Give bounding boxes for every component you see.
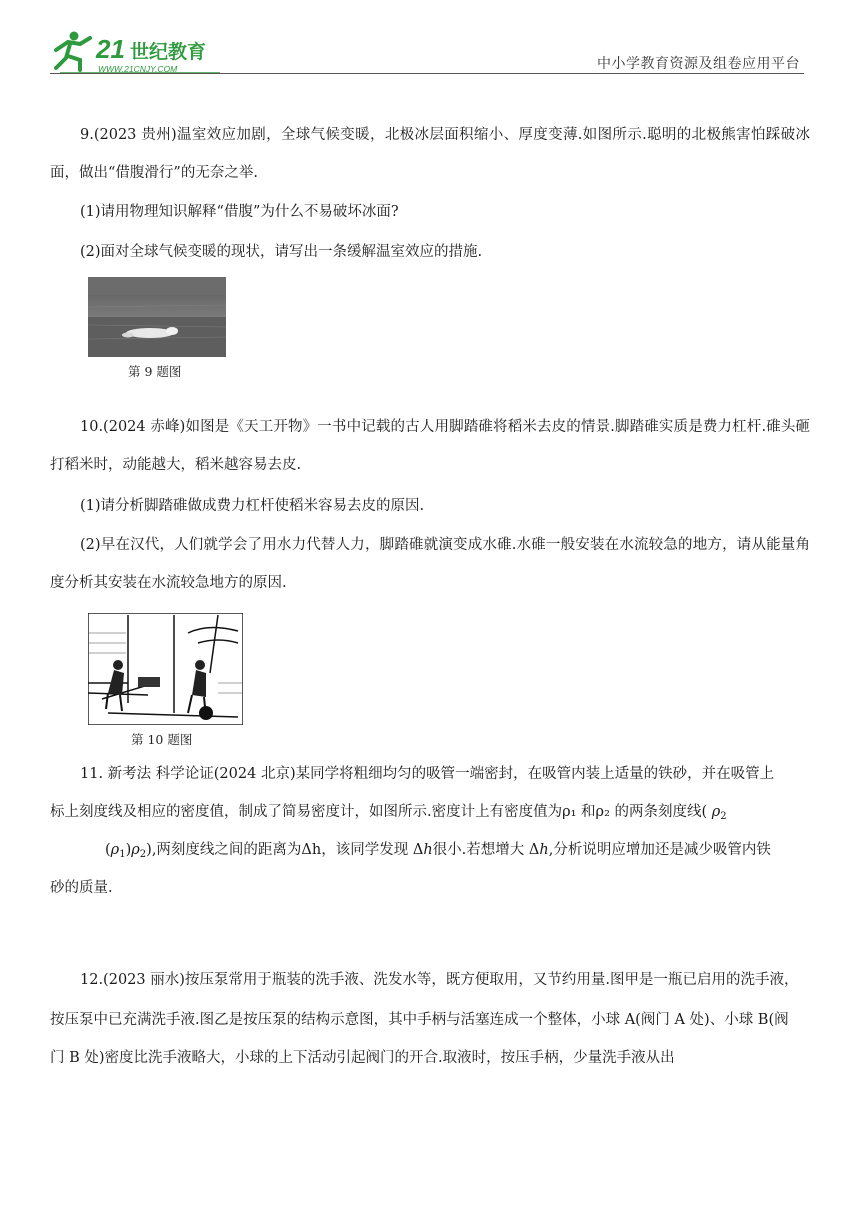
rho-subscript: 1: [119, 849, 126, 860]
platform-name: 中小学教育资源及组卷应用平台: [597, 56, 800, 72]
q12-line1: 12.(2023 丽水)按压泵常用于瓶装的洗手液、洗发水等，既方便取用，又节约用量.图甲是一瓶已启用的洗手液，: [80, 972, 799, 988]
q11-line4: 砂的质量.: [50, 880, 113, 896]
q10-caption: 第 10 题图: [131, 732, 193, 747]
q9-polar-bear-photo: [88, 277, 226, 357]
q11-line1: 11. 新考法 科学论证(2024 北京)某同学将粗细均匀的吸管一端密封，在吸管内装上适量的铁砂，并在吸管上: [80, 766, 775, 782]
header-divider: [50, 73, 804, 74]
q10-sub1: (1)请分析脚踏碓做成费力杠杆使稻米容易去皮的原因.: [80, 498, 425, 514]
h-symbol: h: [539, 842, 549, 858]
q11-text: ): [125, 842, 132, 858]
rho-symbol: ρ: [711, 804, 721, 820]
rho-subscript: 2: [139, 849, 147, 860]
rho-subscript: 2: [720, 811, 727, 822]
runner-icon: [56, 32, 90, 71]
q11-text: 很小.若想增大: [432, 842, 529, 858]
svg-text:世纪教育: 世纪教育: [130, 41, 207, 63]
q11-text: ),两刻度线之间的距离为Δh，该同学发现: [146, 842, 413, 858]
q11-line3: [105, 838, 771, 860]
q9-caption: 第 9 题图: [128, 364, 182, 379]
q11-line2-text: 标上刻度线及相应的密度值，制成了简易密度计，如图所示.密度计上有密度值为ρ₁ 和ρ₂ 的两条刻度线(: [50, 804, 708, 820]
q10-stem: 10.(2024 赤峰)如图是《天工开物》一书中记载的古人用脚踏碓将稻米去皮的情景.脚踏碓实质是费力杠杆.碓头砸打稻米时，动能越大，稻米越容易去皮.: [50, 419, 810, 473]
rho-symbol: ρ: [131, 842, 140, 858]
q11-text: (: [105, 842, 111, 858]
q9-sub2: (2)面对全球气候变暖的现状，请写出一条缓解温室效应的措施.: [80, 244, 483, 260]
svg-text:21: 21: [96, 34, 125, 64]
q11-text: ,分析说明应增加还是减少吸管内铁: [548, 842, 771, 858]
q12-line3: 门 B 处)密度比洗手液略大，小球的上下活动引起阀门的开合.取液时，按压手柄，少量洗手液从出: [50, 1050, 675, 1066]
site-logo: [50, 28, 225, 76]
q11-line2: [50, 800, 727, 822]
q9-stem: 9.(2023 贵州)温室效应加剧，全球气候变暖，北极冰层面积缩小、厚度变薄.如图所示.聪明的北极熊害怕踩破冰面，做出“借腹滑行”的无奈之举.: [50, 127, 810, 181]
q12-line2: 按压泵中已充满洗手液.图乙是按压泵的结构示意图，其中手柄与活塞连成一个整体，小球 A(阀门 A 处)、小球 B(阀: [50, 1012, 789, 1028]
delta-symbol: Δ: [412, 842, 424, 858]
q10-sub2: (2)早在汉代，人们就学会了用水力代替人力，脚踏碓就演变成水碓.水碓一般安装在水流较急的地方，请从能量角度分析其安装在水流较急地方的原因.: [50, 537, 810, 591]
rho-symbol: ρ: [110, 842, 120, 858]
svg-text:WWW.21CNJY.COM: WWW.21CNJY.COM: [98, 64, 178, 74]
page-header: [0, 0, 860, 80]
q9-sub1: (1)请用物理知识解释“借腹”为什么不易破坏冰面?: [80, 204, 399, 220]
h-symbol: h: [423, 842, 433, 858]
delta-symbol: Δ: [528, 842, 540, 858]
q10-treadle-pestle-illustration: [88, 613, 243, 725]
